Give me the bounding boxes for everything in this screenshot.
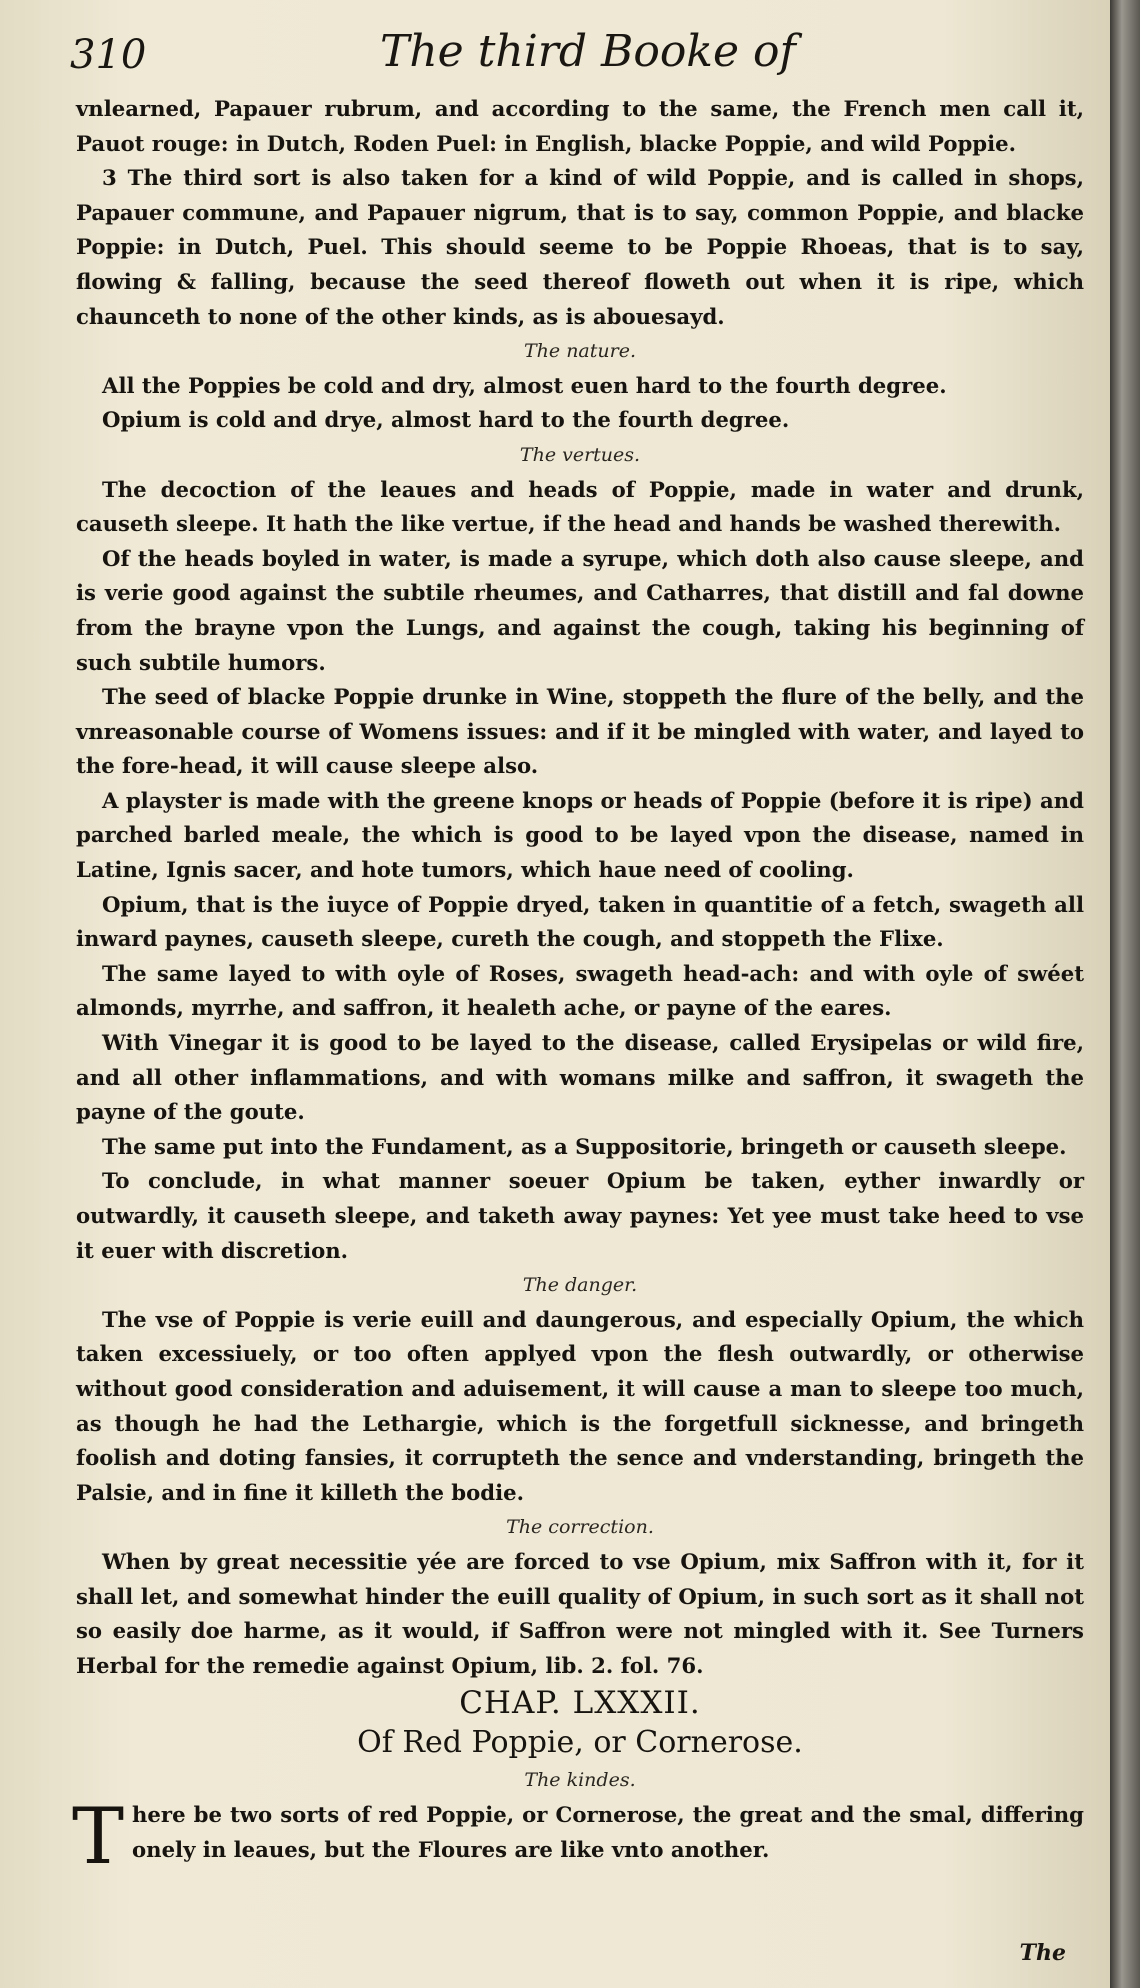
paragraph: The vse of Poppie is verie euill and daungerous, and especially Opium, the which taken excessiuely, or too often applyed vpon the flesh outwardly, or otherwise without good consideration and aduisement, it will cause a man to sleepe too much, as though he had the Lethargie, which is the forgetfull sicknesse, and bringeth foolish and doting fansies, it corrupteth the sence and vnderstanding, bringeth the Palsie, and in fine it killeth the bodie. [76, 1306, 1084, 1505]
margin-note [1086, 1026, 1108, 1061]
paragraph-text: The seed of blacke Poppie drunke in Wine, stoppeth the flure of the belly, and the vnreasonable course of Womens issues: and if it be mingled with water, and layed to the fore-head, it will cause sleepe also. [76, 684, 1084, 779]
page-edge [1110, 0, 1140, 1988]
paragraph-text: Of the heads boyled in water, is made a syrupe, which doth also cause sleepe, and is verie good against the subtile rheumes, and Catharres, that distill and fal downe from the brayne vpon the Lungs, and against the cough, taking his beginning of such subtile humors. [76, 545, 1084, 675]
page-header [70, 26, 1070, 86]
paragraph: To conclude, in what manner soeuer Opium be taken, eyther inwardly or outwardly, it causeth sleepe, and taketh away paynes: Yet yee must take heed to vse it euer with discretion. [76, 1168, 1084, 1263]
chapter-number: CHAP. LXXXII. [459, 1685, 701, 1722]
margin-note [1086, 1130, 1108, 1165]
margin-note [1086, 680, 1108, 715]
section-heading-nature: The nature. [524, 340, 636, 363]
paragraph-text: The same layed to with oyle of Roses, swageth head-ach: and with oyle of swéet almonds, myrrhe, and saffron, it healeth ache, or payne of the eares. [76, 960, 1084, 1021]
catchword: The [1019, 1940, 1066, 1966]
section-heading-danger: The danger. [522, 1274, 638, 1297]
paragraph-text: Opium, that is the iuyce of Poppie dryed, taken in quantitie of a fetch, swageth all inward paynes, causeth sleepe, cureth the cough, and stoppeth the Flixe. [76, 891, 1084, 952]
paragraph [76, 473, 1084, 542]
margin-note [1086, 473, 1108, 508]
paragraph: When by great necessitie yée are forced to vse Opium, mix Saffron with it, for it shall let, and somewhat hinder the euill quality of Opium, in such sort as it shall not so easily doe harme, as it would, if Saffron were not mingled with it. See Turners Herbal for the remedie against Opium, lib. 2. fol. 76. [76, 1548, 1084, 1678]
paragraph-text: With Vinegar it is good to be layed to the disease, called Erysipelas or wild fire, and all other inflammations, and with womans milke and saffron, it swageth the payne of the goute. [76, 1030, 1084, 1125]
paragraph [76, 957, 1084, 1026]
paragraph-text: A playster is made with the greene knops or heads of Poppie (before it is ripe) and parched barled meale, the which is good to be layed vpon the disease, named in Latine, Ignis sacer, and hote tumors, which haue need of cooling. [76, 787, 1084, 883]
margin-note [1086, 784, 1108, 819]
drop-cap: T [72, 1791, 125, 1882]
paragraph-text: The same put into the Fundament, as a Suppositorie, bringeth or causeth sleepe. [102, 1133, 1067, 1159]
paragraph: 3 The third sort is also taken for a kind of wild Poppie, and is called in shops, Papauer commune, and Papauer nigrum, that is to say, common Poppie, and blacke Poppie: in Dutch, Puel. This should seeme to be Poppie Rhoeas, that is to say, flowing & falling, because the seed thereof floweth out when it is ripe, which chaunceth to none of the other kinds, as is abouesayd. [76, 165, 1084, 329]
paragraph [76, 888, 1084, 957]
section-heading-vertues: The vertues. [519, 443, 641, 466]
paragraph [76, 1026, 1084, 1130]
paragraph-text: here be two sorts of red Poppie, or Cornerose, the great and the smal, differing onely in leaues, but the Floures are like vnto another. [132, 1801, 1084, 1862]
margin-note [1086, 888, 1108, 923]
paragraph [76, 680, 1084, 784]
paragraph: vnlearned, Papauer rubrum, and according to the same, the French men call it, Pauot rouge: in Dutch, Roden Puel: in English, blacke Poppie, and wild Poppie. [76, 96, 1084, 156]
margin-note [1086, 542, 1108, 577]
paragraph: Opium is cold and drye, almost hard to the fourth degree. [102, 407, 790, 433]
page-number: 310 [70, 32, 147, 78]
margin-note [1086, 957, 1108, 992]
chapter-title: Of Red Poppie, or Cornerose. [357, 1725, 803, 1761]
paragraph [72, 1791, 1084, 1882]
paragraph [76, 784, 1084, 888]
running-head: The third Booke of [380, 26, 796, 77]
paragraph [76, 542, 1084, 680]
paragraph [76, 1130, 1084, 1165]
section-heading-correction: The correction. [506, 1516, 654, 1539]
section-heading-kindes: The kindes. [524, 1769, 636, 1792]
paragraph-text: The decoction of the leaues and heads of Poppie, made in water and drunk, causeth sleepe. It hath the like vertue, if the head and hands be washed therewith. [76, 476, 1084, 537]
paragraph: All the Poppies be cold and dry, almost euen hard to the fourth degree. [102, 372, 947, 398]
page-body [72, 92, 1084, 1882]
